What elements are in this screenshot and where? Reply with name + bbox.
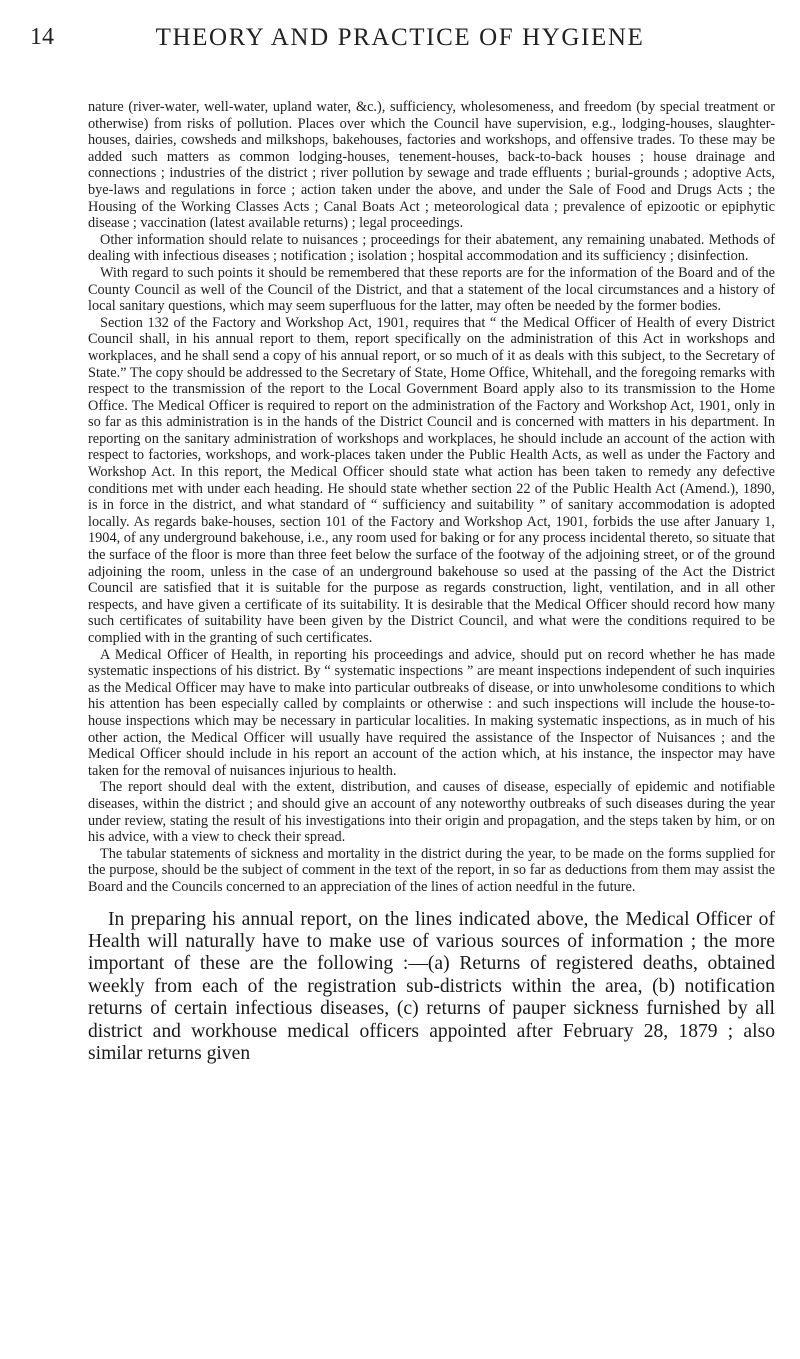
body-paragraph: The tabular statements of sickness and mortality in the district during the year, to be made on the forms supplied for the purpose, should be the subject of comment in the text of the report, in so far as deductions from them may assist the Board and the Councils concerned to an appreciation of the lines of action needful in the future. bbox=[88, 845, 775, 895]
page-number: 14 bbox=[30, 24, 54, 50]
body-paragraph: With regard to such points it should be remembered that these reports are for the information of the Board and of the County Council as well of the Council of the District, and that a statement of the local circumstances and a history of local sanitary questions, which may seem superfluous for the latter, may often be needed by the former bodies. bbox=[88, 264, 775, 315]
running-head bbox=[30, 20, 770, 54]
page-body bbox=[88, 99, 775, 1065]
body-paragraph: Section 132 of the Factory and Workshop Act, 1901, requires that “ the Medical Officer of Health of every District Council shall, in his annual report to them, report specifically on the administration of this Act in workshops and workplaces, and he shall send a copy of his annual report, or so much of it as deals with this subject, to the Secretary of State.” The copy should be addressed to the Secretary of State, Home Office, Whitehall, and the foregoing remarks with respect to the transmission of the report to the Local Government Board apply also to its transmission to the Home Office. The Medical Officer is required to report on the administration of the Factory and Workshop Act, 1901, only in so far as this administration is in the hands of the District Council and is concerned with matters in his department. In reporting on the sanitary administration of workshops and workplaces, he should include an account of the action with respect to factories, workshops, and work-places taken under the Public Health Acts, as well as under the Factory and Workshop Act. In this report, the Medical Officer should state what action has been taken to remedy any defective conditions met with under each heading. He should state whether section 22 of the Public Health Act (Amend.), 1890, is in force in the district, and what standard of “ sufficiency and suitability ” of sanitary accommodation is adopted locally. As regards bake-houses, section 101 of the Factory and Workshop Act, 1901, forbids the use after January 1, 1904, of any underground bakehouse, i.e., any room used for baking or for any process incidental thereto, so situate that the surface of the floor is more than three feet below the surface of the footway of the adjoining street, or of the ground adjoining the room, unless in the case of an underground bakehouse so used at the passing of the Act the District Council are satisfied that it is suitable for the purpose as regards construction, light, ventilation, and in all other respects, and have given a certificate of its suitability. It is desirable that the Medical Officer should record how many such certificates of suitability have been given by the District Council, and what were the conditions required to be complied with in the granting of such certificates. bbox=[88, 314, 775, 646]
body-paragraph: The report should deal with the extent, distribution, and causes of disease, especially of epidemic and notifiable diseases, within the district ; and should give an account of any noteworthy outbreaks of such diseases during the year under review, stating the result of his investigations into their origin and propagation, and the steps taken by him, or on his advice, with a view to check their spread. bbox=[88, 779, 775, 846]
body-paragraph: Other information should relate to nuisances ; proceedings for their abatement, any remaining unabated. Methods of dealing with infectious diseases ; notification ; isolation ; hospital accommodation and its sufficiency ; disinfection. bbox=[88, 231, 775, 265]
small-type-section bbox=[88, 99, 775, 896]
running-title: THEORY AND PRACTICE OF HYGIENE bbox=[155, 24, 645, 51]
body-paragraph: A Medical Officer of Health, in reporting his proceedings and advice, should put on record whether he has made systematic inspections of his district. By “ systematic inspections ” are meant inspections independent of such inquiries as the Medical Officer may have to make into particular outbreaks of disease, or into unwholesome conditions to which his attention has been especially called by complaints or otherwise : and such inspections will include the house-to-house inspections which may be necessary in particular localities. In making systematic inspections, as in much of his other action, the Medical Officer will usually have required the assistance of the Inspector of Nuisances ; and the Medical Officer should include in his report an account of the action which, at his instance, the inspector may have taken for the removal of nuisances injurious to health. bbox=[88, 646, 775, 779]
large-type-paragraph: In preparing his annual report, on the lines indicated above, the Medical Officer of Health will naturally have to make use of various sources of information ; the more important of these are the following :—(a) Returns of registered deaths, obtained weekly from each of the registration sub-districts within the area, (b) notification returns of certain infectious diseases, (c) returns of pauper sickness furnished by all district and workhouse medical officers appointed after February 28, 1879 ; also similar returns given bbox=[88, 908, 775, 1064]
body-paragraph: nature (river-water, well-water, upland water, &c.), sufficiency, wholesomeness, and freedom (by special treatment or otherwise) from risks of pollution. Places over which the Council have supervision, e.g., lodging-houses, slaughter-houses, dairies, cowsheds and milkshops, bakehouses, factories and workshops, and offensive trades. To these may be added such matters as common lodging-houses, tenement-houses, back-to-back houses ; house drainage and connections ; industries of the district ; river pollution by sewage and trade effluents ; burial-grounds ; adoptive Acts, bye-laws and regulations in force ; action taken under the above, and under the Sale of Food and Drugs Acts ; the Housing of the Working Classes Acts ; Canal Boats Act ; meteorological data ; prevalence of epizootic or epiphytic disease ; vaccination (latest available returns) ; legal proceedings. bbox=[88, 99, 775, 232]
